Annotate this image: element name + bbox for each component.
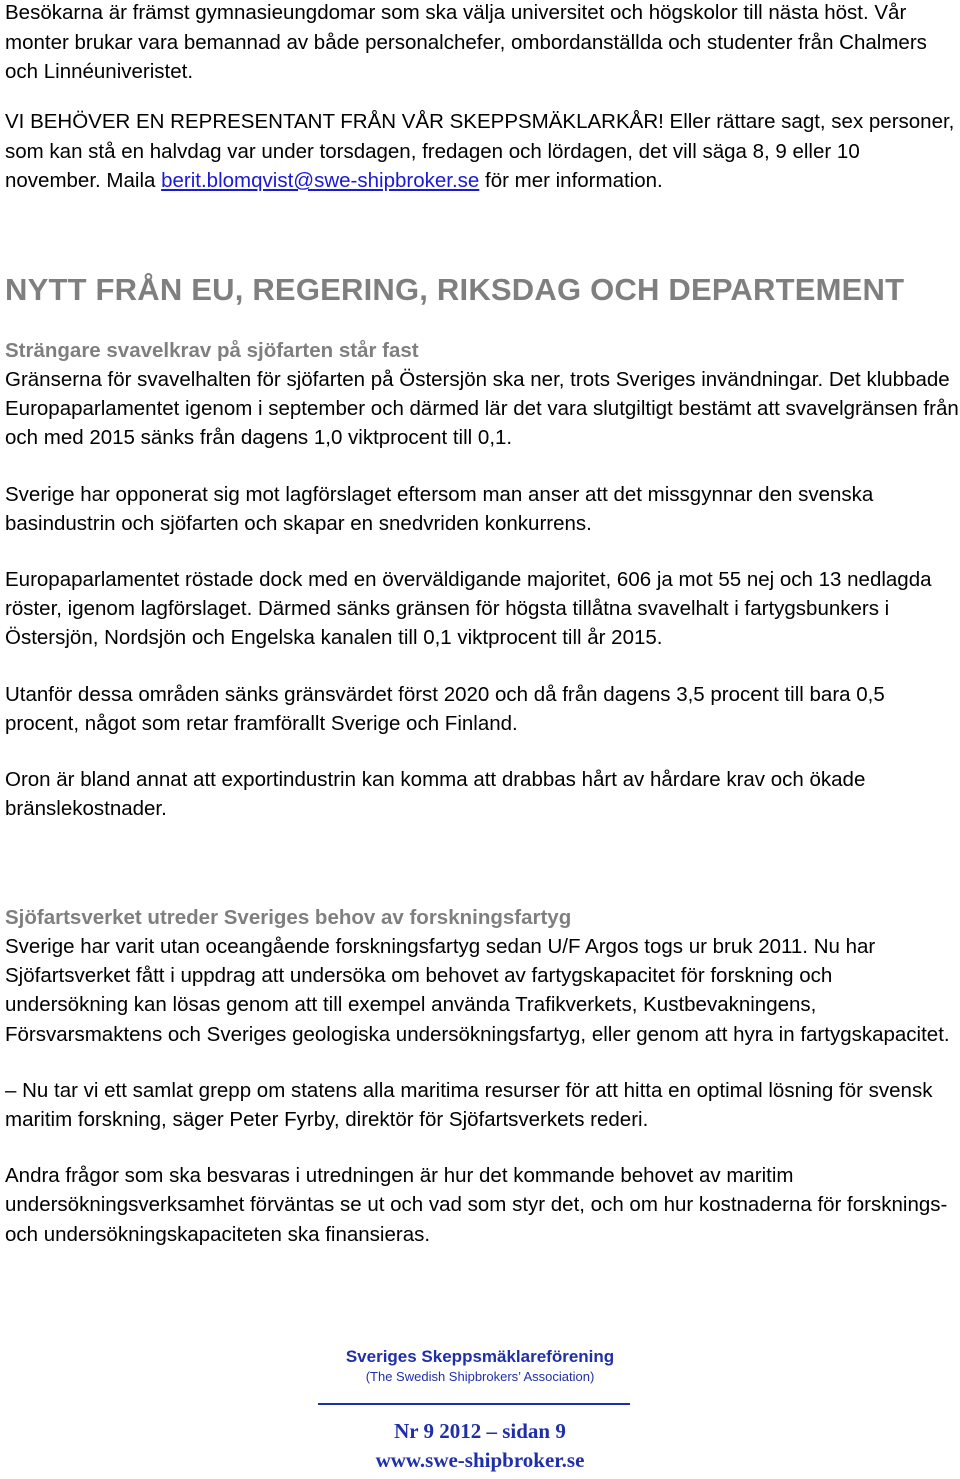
footer-org-subtitle: (The Swedish Shipbrokers’ Association) [365, 1369, 595, 1384]
page-footer-issue [0, 1418, 960, 1473]
article-research-vessel [5, 903, 960, 1249]
article-research-paragraph-3: Andra frågor som ska besvaras i utredningen är hur det kommande behovet av maritim undersökningsverksamhet förväntas se ut och vad som styr det, och om hur kostnaderna för forsknings- och undersökningskapaciteten ska finansieras. [5, 1164, 948, 1246]
intro-call-paragraph [5, 107, 960, 196]
page-footer [0, 1346, 960, 1386]
article-sulphur-paragraph-4: Utanför dessa områden sänks gränsvärdet först 2020 och då från dagens 3,5 procent till bara 0,5 procent, något som retar framförallt Sverige och Finland. [5, 682, 885, 735]
article-sulphur-subhead: Strängare svavelkrav på sjöfarten står fast [5, 339, 419, 362]
footer-org-name: Sveriges Skeppsmäklareförening [345, 1347, 615, 1366]
footer-website-link[interactable]: www.swe-shipbroker.se [375, 1448, 585, 1472]
email-link[interactable]: berit.blomqvist@swe-shipbroker.se [161, 169, 480, 192]
intro-call-suffix: för mer information. [479, 169, 663, 192]
intro-call-text: VI BEHÖVER EN REPRESENTANT FRÅN VÅR SKEPPSMÄKLARKÅR! Eller rättare sagt, sex personer, som kan stå en halvdag var under torsdagen, fredagen och lördagen, det vill säga 8, 9 eller 10 november. Maila [5, 110, 955, 192]
article-sulphur-paragraph-2: Sverige har opponerat sig mot lagförslaget eftersom man anser att det missgynnar den svenska basindustrin och sjöfarten och skapar en snedvriden konkurrens. [5, 482, 874, 535]
article-sulphur [5, 336, 960, 823]
section-heading: NYTT FRÅN EU, REGERING, RIKSDAG OCH DEPARTEMENT [5, 272, 905, 307]
footer-issue-number: Nr 9 2012 – sidan 9 [394, 1419, 566, 1443]
article-sulphur-paragraph-3: Europaparlamentet röstade dock med en överväldigande majoritet, 606 ja mot 55 nej och 13 nedlagda röster, igenom lagförslaget. Därmed sänks gränsen för högsta tillåtna svavelhalt i fartygsbunkers i Östersjön, Nordsjön och Engelska kanalen till 0,1 viktprocent till år 2015. [5, 568, 932, 650]
article-research-subhead: Sjöfartsverket utreder Sveriges behov av forskningsfartyg [5, 906, 572, 929]
article-research-paragraph-2: – Nu tar vi ett samlat grepp om statens alla maritima resurser för att hitta en optimal lösning för svensk maritim forskning, säger Peter Fyrby, direktör för Sjöfartsverkets rederi. [5, 1078, 933, 1132]
article-research-paragraph-1: Sverige har varit utan oceangående forskningsfartyg sedan U/F Argos togs ur bruk 2011. Nu har Sjöfartsverket fått i uppdrag att undersöka om behovet av fartygskapacitet för forskning och undersökning kan lösas genom att till exempel använda Trafikverkets, Kustbevakningens, Försvarsmaktens och Sveriges geologiska undersökningsfartyg, eller genom att hyra in fartygskapacitet. [5, 935, 950, 1046]
intro-paragraph: Besökarna är främst gymnasieungdomar som ska välja universitet och högskolor till nästa höst. Vår monter brukar vara bemannad av både personalchefer, ombordanställda och studenter från Chalmers och Linnéuniveristet. [5, 1, 927, 83]
footer-divider [318, 1403, 630, 1405]
article-sulphur-paragraph-5: Oron är bland annat att exportindustrin kan komma att drabbas hårt av hårdare krav och ökade bränslekostnader. [5, 768, 866, 821]
article-sulphur-paragraph-1: Gränserna för svavelhalten för sjöfarten på Östersjön ska ner, trots Sveriges invändningar. Det klubbade Europaparlamentet igenom i september och därmed lär det vara slutgiltigt bestämt att svavelgränsen från och med 2015 sänks från dagens 1,0 viktprocent till 0,1. [5, 368, 959, 450]
